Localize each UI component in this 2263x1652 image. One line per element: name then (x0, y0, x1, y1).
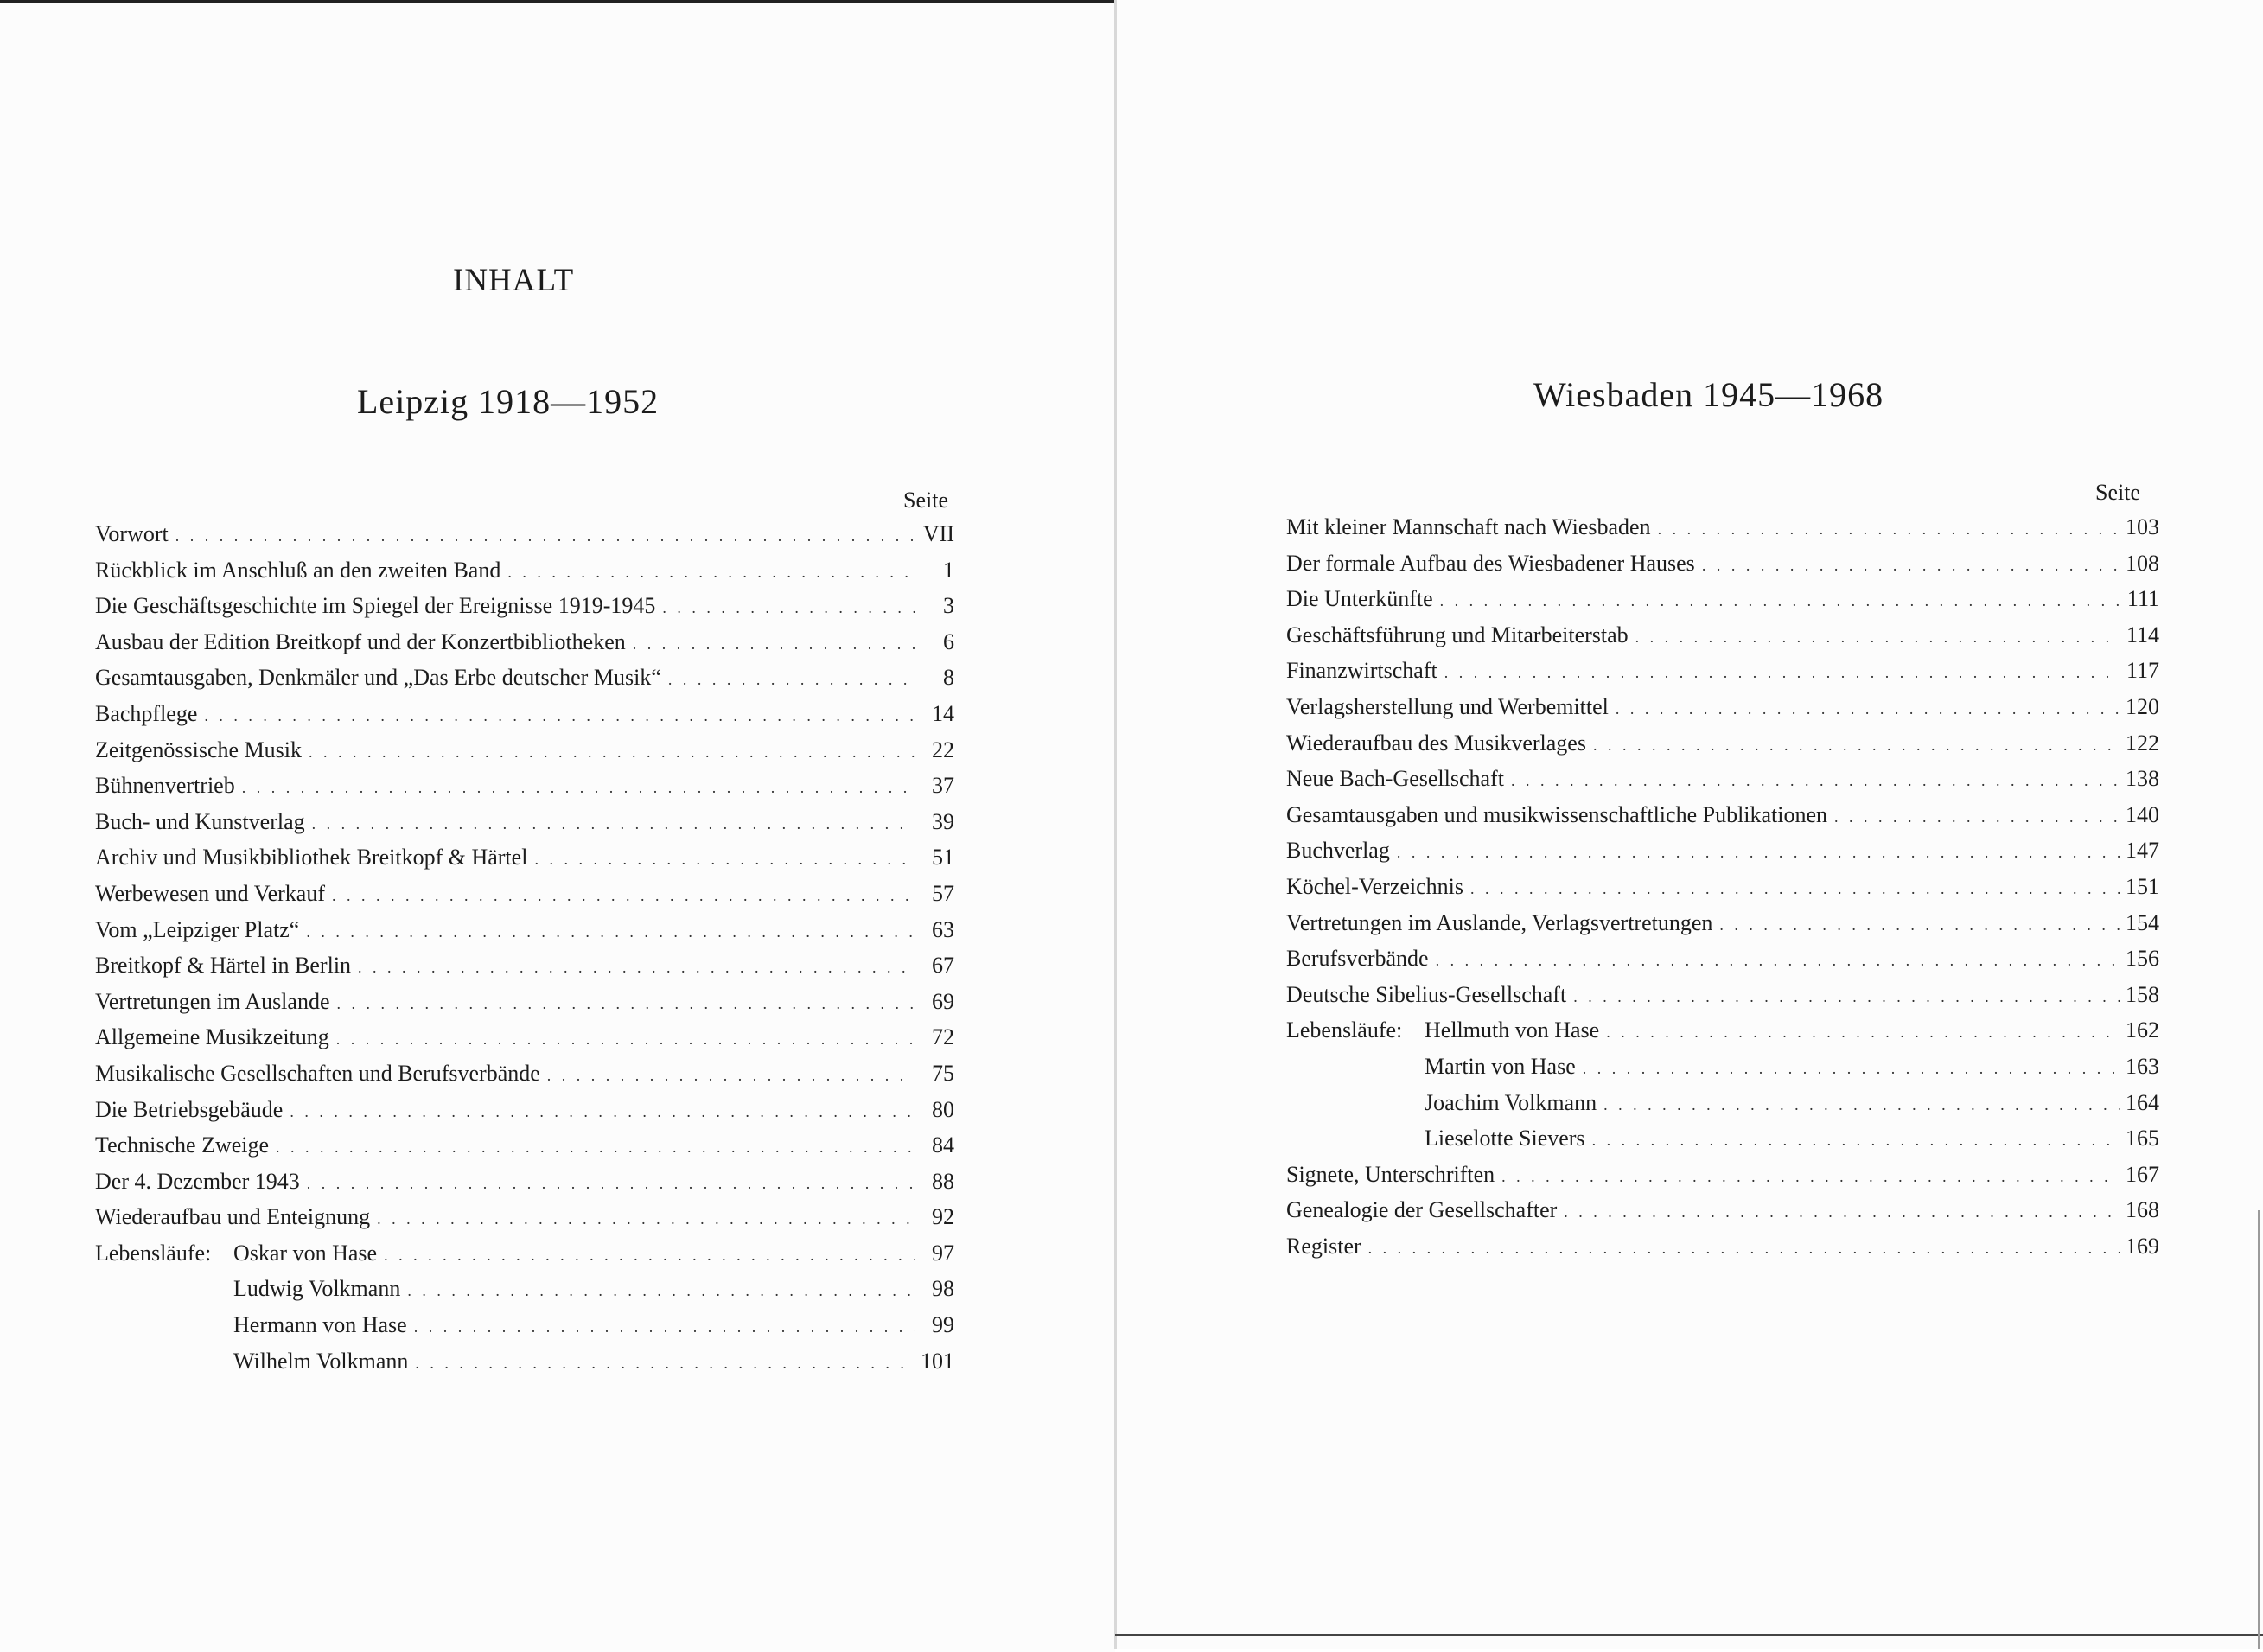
toc-entry (1286, 838, 2159, 874)
toc-page-number: 72 (932, 1024, 954, 1050)
toc-entry (1286, 766, 2159, 802)
toc-entry-title (95, 845, 527, 871)
leipzig-toc (95, 521, 954, 1384)
toc-page-number: 164 (2126, 1089, 2159, 1115)
toc-entry (95, 1097, 954, 1133)
toc-entry-text: Die Geschäftsgeschichte im Spiegel der Ereignisse 1919-1945 (95, 593, 656, 619)
toc-entry-title (1286, 874, 1463, 900)
wiesbaden-section-title: Wiesbaden 1945—1968 (1533, 375, 1884, 414)
biographies-prefix: Lebensläufe: (1286, 1017, 1403, 1043)
toc-entry-title (95, 1241, 377, 1266)
toc-entry-title (95, 1097, 283, 1123)
toc-entry (1286, 1017, 2159, 1054)
dot-leader (337, 995, 915, 1013)
toc-entry (1286, 982, 2159, 1018)
toc-entry-text: Neue Bach-Gesellschaft (1286, 766, 1504, 792)
toc-entry-text: Wiederaufbau und Enteignung (95, 1204, 371, 1230)
dot-leader (1501, 1168, 2120, 1186)
toc-entry-text: Finanzwirtschaft (1286, 658, 1437, 684)
toc-entry-title (233, 1276, 400, 1302)
dot-leader (1603, 1096, 2120, 1114)
dot-leader (358, 959, 915, 977)
dot-leader (377, 1210, 915, 1228)
toc-entry (95, 1276, 954, 1312)
toc-page-number: 51 (932, 845, 954, 871)
toc-entry (1286, 622, 2159, 659)
toc-entry (1286, 874, 2159, 910)
toc-entry-title (1286, 694, 1609, 720)
dot-leader (290, 1103, 915, 1121)
toc-page-number: 154 (2126, 909, 2159, 935)
toc-entry-title (1286, 730, 1586, 756)
toc-entry (95, 1169, 954, 1205)
dot-leader (204, 707, 915, 725)
toc-entry-text: Vorwort (95, 521, 169, 546)
toc-entry-text: Rückblick im Anschluß an den zweiten Band (95, 557, 501, 583)
toc-entry-title (1286, 551, 1695, 577)
dot-leader (1470, 880, 2120, 898)
toc-entry (95, 1132, 954, 1169)
toc-entry-text: Deutsche Sibelius-Gesellschaft (1286, 981, 1567, 1007)
dot-leader (1658, 520, 2120, 539)
toc-entry-title (95, 737, 302, 763)
dot-leader (534, 851, 915, 869)
toc-page-number: 97 (932, 1240, 954, 1266)
toc-entry-title (95, 953, 351, 979)
dot-leader (306, 923, 915, 941)
dot-leader (336, 1030, 915, 1049)
toc-entry-text: Lieselotte Sievers (1425, 1126, 1585, 1151)
toc-entry (95, 881, 954, 917)
dot-leader (547, 1067, 915, 1085)
dot-leader (1564, 1203, 2120, 1221)
dot-leader (384, 1247, 915, 1265)
toc-entry-title (1286, 910, 1712, 936)
toc-page-number: 108 (2126, 550, 2159, 576)
toc-page-number: 92 (932, 1204, 954, 1230)
toc-entry-text: Der formale Aufbau des Wiesbadener Hauses (1286, 550, 1695, 576)
toc-entry-text: Mit kleiner Mannschaft nach Wiesbaden (1286, 514, 1651, 539)
toc-entry-title (1286, 838, 1390, 864)
page-column-label: Seite (2095, 480, 2140, 505)
toc-entry-text: Buchverlag (1286, 838, 1390, 864)
toc-page-number: 140 (2126, 801, 2159, 827)
toc-entry-text: Ludwig Volkmann (233, 1276, 401, 1302)
toc-page-number: 88 (932, 1168, 954, 1194)
toc-entry-text: Register (1286, 1233, 1361, 1259)
toc-page-number: 163 (2126, 1053, 2159, 1079)
toc-page-number: VII (922, 521, 954, 546)
toc-entry-title (1286, 1017, 1599, 1043)
contents-heading: INHALT (453, 263, 575, 298)
toc-entry (95, 593, 954, 629)
toc-page-number: 39 (932, 808, 954, 834)
toc-entry (95, 629, 954, 666)
toc-page-number: 138 (2126, 766, 2159, 792)
toc-entry-text: Hellmuth von Hase (1425, 1017, 1600, 1043)
toc-page-number: 114 (2126, 622, 2159, 647)
dot-leader (1368, 1240, 2120, 1258)
toc-entry-title (1286, 766, 1504, 792)
toc-page-number: 111 (2126, 586, 2159, 612)
toc-page-number: 117 (2126, 658, 2159, 684)
toc-entry (95, 737, 954, 774)
dot-leader (1511, 772, 2120, 790)
toc-entry (1286, 910, 2159, 947)
toc-entry-title (95, 1061, 540, 1087)
toc-entry-text: Gesamtausgaben, Denkmäler und „Das Erbe deutscher Musik“ (95, 665, 661, 691)
toc-page-number: 75 (932, 1060, 954, 1086)
toc-entry-text: Verlagsherstellung und Werbemittel (1286, 693, 1609, 719)
dot-leader (407, 1282, 915, 1300)
toc-page-number: 122 (2126, 730, 2159, 756)
toc-page-number: 168 (2126, 1197, 2159, 1223)
dot-leader (1436, 952, 2120, 970)
toc-entry (1286, 551, 2159, 587)
toc-page-number: 69 (932, 988, 954, 1014)
toc-entry-text: Musikalische Gesellschaften und Berufsverbände (95, 1060, 540, 1086)
toc-page-number: 22 (932, 737, 954, 762)
toc-page-number: 63 (932, 916, 954, 942)
toc-entry-title (95, 593, 655, 619)
toc-page-number: 165 (2126, 1126, 2159, 1151)
biographies-prefix: Lebensläufe: (95, 1240, 212, 1266)
toc-entry-text: Archiv und Musikbibliothek Breitkopf & Härtel (95, 845, 528, 871)
dot-leader (1635, 628, 2120, 647)
toc-entry-title (1286, 1234, 1361, 1260)
dot-leader (312, 815, 915, 833)
toc-entry-text: Signete, Unterschriften (1286, 1161, 1495, 1187)
dot-leader (332, 887, 915, 905)
left-page (0, 0, 1115, 1652)
dot-leader (242, 779, 915, 797)
toc-entry-title (1286, 1162, 1495, 1188)
toc-page-number: 103 (2126, 514, 2159, 539)
dot-leader (1440, 592, 2120, 610)
scan-edge-line (2258, 1210, 2260, 1649)
toc-entry (95, 701, 954, 737)
toc-entry-title (95, 1024, 329, 1050)
toc-page-number: 120 (2126, 693, 2159, 719)
toc-entry-title (95, 773, 235, 799)
toc-page-number: 3 (943, 593, 954, 619)
toc-entry-text: Wilhelm Volkmann (233, 1348, 409, 1374)
toc-entry-text: Genealogie der Gesellschafter (1286, 1197, 1558, 1223)
toc-page-number: 147 (2126, 838, 2159, 864)
toc-page-number: 151 (2126, 873, 2159, 899)
toc-entry-title (95, 629, 626, 655)
toc-entry (95, 953, 954, 989)
toc-entry-title (95, 665, 661, 691)
toc-page-number: 156 (2126, 946, 2159, 972)
toc-entry (1286, 1162, 2159, 1198)
toc-entry (95, 1061, 954, 1097)
toc-entry-text: Die Betriebsgebäude (95, 1096, 284, 1122)
toc-entry (95, 1024, 954, 1061)
toc-page-number: 14 (932, 700, 954, 726)
toc-entry-title (1286, 658, 1437, 684)
dot-leader (276, 1139, 915, 1157)
dot-leader (175, 527, 915, 545)
toc-page-number: 57 (932, 880, 954, 906)
toc-entry-title (95, 558, 500, 584)
toc-entry-title (95, 809, 305, 835)
wiesbaden-toc (1286, 514, 2159, 1269)
toc-entry-title (1286, 514, 1651, 540)
dot-leader (1583, 1060, 2120, 1078)
toc-page-number: 162 (2126, 1017, 2159, 1043)
toc-entry (1286, 514, 2159, 551)
toc-page-number: 80 (932, 1096, 954, 1122)
toc-entry-title (95, 881, 325, 907)
toc-entry (95, 1349, 954, 1385)
toc-entry-text: Wiederaufbau des Musikverlages (1286, 730, 1586, 756)
toc-page-number: 1 (943, 557, 954, 583)
toc-page-number: 8 (943, 665, 954, 691)
right-page (1117, 0, 2263, 1649)
toc-entry-title (1286, 802, 1827, 828)
toc-entry-text: Werbewesen und Verkauf (95, 880, 325, 906)
dot-leader (1573, 988, 2120, 1006)
toc-entry-text: Martin von Hase (1425, 1053, 1576, 1079)
toc-entry (95, 809, 954, 845)
toc-entry-title (95, 1169, 300, 1195)
toc-entry-title (1286, 586, 1433, 612)
toc-entry (1286, 1126, 2159, 1162)
toc-entry (1286, 1090, 2159, 1126)
toc-entry-text: Ausbau der Edition Breitkopf und der Konzertbibliotheken (95, 628, 626, 654)
toc-entry (1286, 1197, 2159, 1234)
toc-entry-text: Vertretungen im Auslande (95, 988, 330, 1014)
toc-entry (95, 1241, 954, 1277)
toc-entry (95, 845, 954, 881)
toc-entry (95, 665, 954, 701)
dot-leader (1702, 557, 2120, 575)
scan-edge-line (1115, 1634, 2263, 1636)
toc-entry (95, 521, 954, 558)
toc-entry (1286, 730, 2159, 767)
toc-entry-title (1286, 946, 1429, 972)
toc-entry-text: Allgemeine Musikzeitung (95, 1024, 329, 1050)
toc-entry-title (1425, 1126, 1585, 1151)
toc-entry (1286, 658, 2159, 694)
toc-page-number: 84 (932, 1132, 954, 1158)
toc-entry-title (95, 701, 197, 727)
toc-entry (95, 1204, 954, 1241)
dot-leader (633, 635, 915, 654)
toc-entry (95, 558, 954, 594)
dot-leader (1444, 664, 2120, 682)
dot-leader (1606, 1024, 2120, 1042)
toc-entry-text: Technische Zweige (95, 1132, 270, 1158)
dot-leader (662, 599, 915, 617)
toc-entry-text: Joachim Volkmann (1425, 1089, 1597, 1115)
leipzig-section-title: Leipzig 1918—1952 (357, 382, 660, 421)
toc-entry (95, 989, 954, 1025)
toc-page-number: 98 (932, 1276, 954, 1302)
toc-entry-title (233, 1349, 408, 1375)
toc-page-number: 169 (2126, 1233, 2159, 1259)
toc-entry-title (95, 1132, 269, 1158)
dot-leader (668, 671, 915, 689)
toc-entry-text: Geschäftsführung und Mitarbeiterstab (1286, 622, 1629, 647)
dot-leader (1834, 808, 2120, 826)
page-column-label: Seite (903, 488, 948, 513)
dot-leader (1719, 916, 2120, 934)
toc-entry-title (233, 1312, 407, 1338)
toc-page-number: 158 (2126, 981, 2159, 1007)
toc-entry-text: Hermann von Hase (233, 1312, 407, 1338)
toc-entry-text: Die Unterkünfte (1286, 586, 1433, 612)
toc-page-number: 167 (2126, 1161, 2159, 1187)
dot-leader (307, 1175, 915, 1193)
toc-page-number: 101 (921, 1348, 954, 1374)
toc-entry (95, 1312, 954, 1349)
toc-entry-text: Breitkopf & Härtel in Berlin (95, 953, 352, 979)
dot-leader (1616, 700, 2120, 718)
toc-entry-text: Bachpflege (95, 700, 198, 726)
toc-entry-text: Köchel-Verzeichnis (1286, 873, 1464, 899)
toc-entry-text: Berufsverbände (1286, 946, 1429, 972)
dot-leader (309, 743, 915, 762)
toc-entry-title (95, 989, 330, 1015)
toc-entry-text: Der 4. Dezember 1943 (95, 1168, 300, 1194)
toc-entry-title (95, 1204, 370, 1230)
toc-entry (1286, 586, 2159, 622)
dot-leader (1592, 1132, 2120, 1150)
dot-leader (414, 1318, 915, 1336)
toc-entry-title (1425, 1090, 1597, 1116)
toc-entry-text: Oskar von Hase (233, 1240, 378, 1266)
toc-entry-title (95, 521, 169, 547)
toc-entry (95, 917, 954, 954)
toc-entry-text: Bühnenvertrieb (95, 773, 235, 799)
toc-entry-title (1286, 1197, 1557, 1223)
toc-entry-title (1425, 1054, 1576, 1080)
toc-entry-text: Gesamtausgaben und musikwissenschaftliche Publikationen (1286, 801, 1828, 827)
toc-entry (1286, 1054, 2159, 1090)
dot-leader (1593, 737, 2120, 755)
toc-entry (1286, 1234, 2159, 1270)
toc-entry-title (1286, 622, 1629, 648)
toc-entry-text: Vertretungen im Auslande, Verlagsvertretungen (1286, 909, 1713, 935)
dot-leader (415, 1355, 915, 1373)
toc-entry-title (1286, 982, 1566, 1008)
toc-entry (1286, 802, 2159, 839)
toc-page-number: 99 (932, 1312, 954, 1338)
toc-page-number: 6 (943, 628, 954, 654)
toc-entry (1286, 946, 2159, 982)
toc-entry-text: Vom „Leipziger Platz“ (95, 916, 300, 942)
toc-entry-text: Zeitgenössische Musik (95, 737, 303, 762)
toc-entry-text: Buch- und Kunstverlag (95, 808, 305, 834)
dot-leader (507, 564, 915, 582)
toc-entry (95, 773, 954, 809)
toc-page-number: 67 (932, 953, 954, 979)
toc-entry-title (95, 917, 299, 943)
dot-leader (1397, 844, 2120, 862)
toc-entry (1286, 694, 2159, 730)
toc-page-number: 37 (932, 773, 954, 799)
